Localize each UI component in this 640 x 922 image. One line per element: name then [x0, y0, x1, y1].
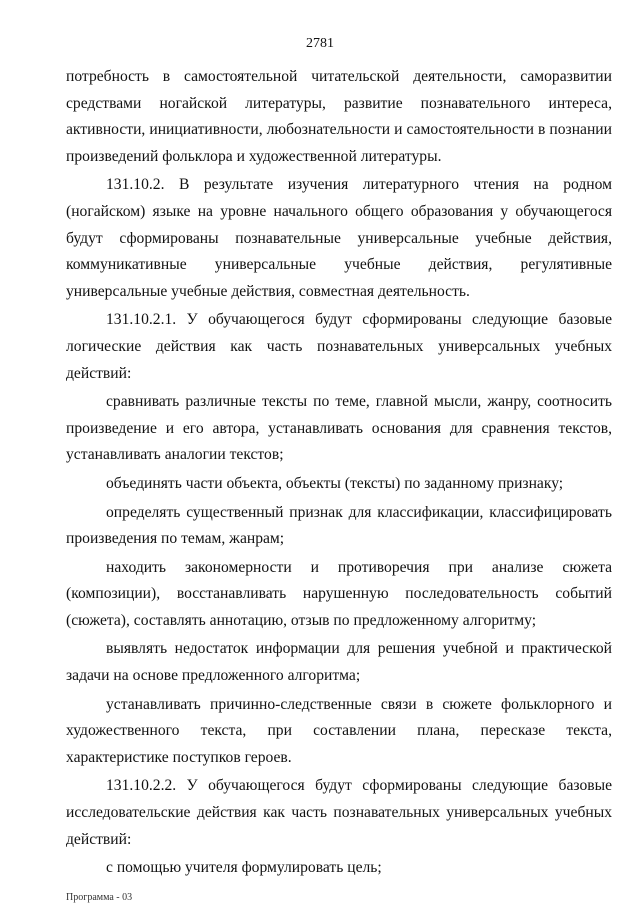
- list-item-find-patterns: находить закономерности и противоречия при анализе сюжета (композиции), восстанавливать нарушенную последовательность событий (сюжета), составлять аннотацию, отзыв по предложенному алгоритму;: [66, 558, 612, 629]
- list-item-compare-texts: сравнивать различные тексты по теме, главной мысли, жанру, соотносить произведение и его автора, устанавливать основания для сравнения текстов, устанавливать аналогии текстов;: [66, 393, 612, 464]
- paragraph-continuation: потребность в самостоятельной читательской деятельности, саморазвитии средствами ногайской литературы, развитие познавательного интереса, активности, инициативности, любознательности и самостоятельности в познании произведений фольклора и художественной литературы.: [66, 68, 612, 165]
- list-item-cause-effect: устанавливать причинно-следственные связи в сюжете фольклорного и художественного текста, при составлении плана, пересказе текста, характеристике поступков героев.: [66, 695, 612, 766]
- list-item-identify-lack: выявлять недостаток информации для решения учебной и практической задачи на основе предложенного алгоритма;: [66, 640, 612, 685]
- list-item-combine-parts: объединять части объекта, объекты (тексты) по заданному признаку;: [106, 474, 564, 492]
- paragraph-131-10-2: 131.10.2. В результате изучения литературного чтения на родном (ногайском) языке на уровне начального общего образования у обучающегося будут сформированы познавательные универсальные учебные действия, коммуникативные универсальные учебные действия, регулятивные универсальные учебные действия, совместная деятельность.: [66, 176, 612, 300]
- paragraph-131-10-2-2: 131.10.2.2. У обучающегося будут сформированы следующие базовые исследовательские действия как часть познавательных универсальных учебных действий:: [66, 777, 612, 848]
- document-body: [66, 64, 612, 884]
- footer-label: Программа - 03: [66, 892, 133, 903]
- page-number: 2781: [306, 36, 334, 51]
- list-item-formulate-goal: с помощью учителя формулировать цель;: [106, 859, 382, 877]
- paragraph-131-10-2-1: 131.10.2.1. У обучающегося будут сформированы следующие базовые логические действия как часть познавательных универсальных учебных действий:: [66, 311, 612, 382]
- list-item-classify: определять существенный признак для классификации, классифицировать произведения по темам, жанрам;: [66, 503, 612, 548]
